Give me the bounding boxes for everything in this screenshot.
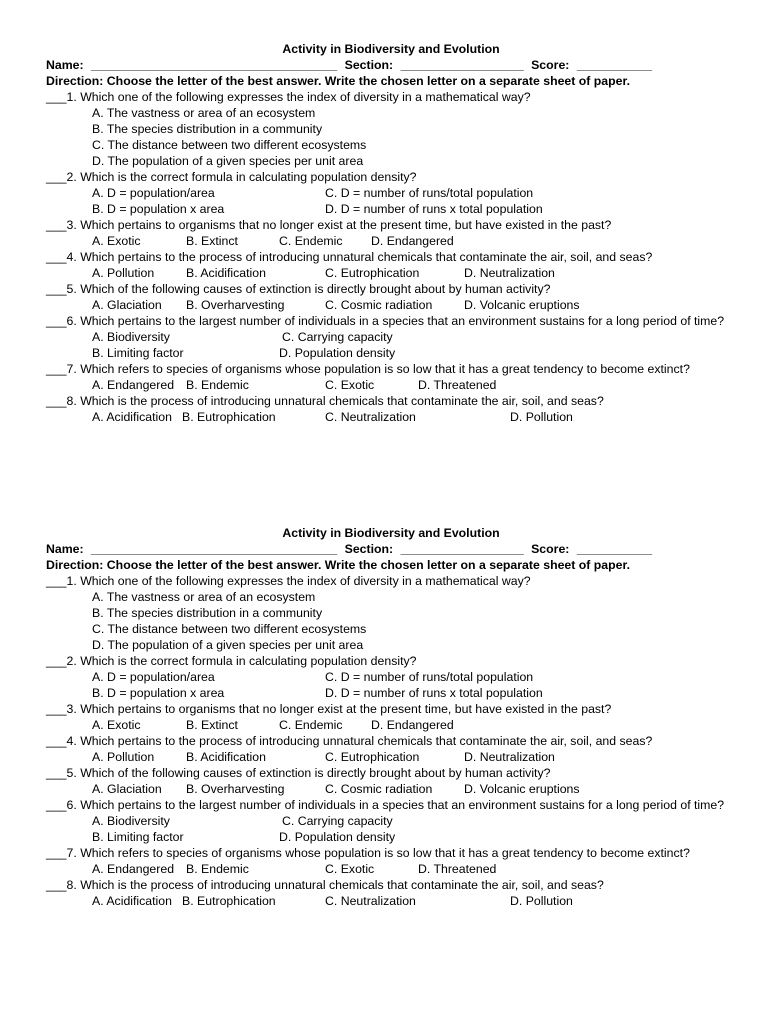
question-7 [46, 845, 736, 861]
option-b: B. Endemic [186, 378, 249, 392]
option-d: D. Endangered [371, 718, 454, 732]
answer-blank: ___ [46, 170, 67, 184]
answer-blank: ___ [46, 574, 67, 588]
option-b: B. Overharvesting [186, 298, 285, 312]
option-d: D. Pollution [510, 894, 573, 908]
option-c: C. D = number of runs/total population [325, 186, 534, 200]
option-c: C. D = number of runs/total population [325, 670, 534, 684]
section-label: Section: [344, 58, 394, 72]
option-c: C. Neutralization [325, 410, 416, 424]
question-5 [46, 281, 736, 297]
question-stem: 3. Which pertains to organisms that no longer exist at the present time, but have existed in the past? [66, 218, 612, 232]
option-c: C. Exotic [325, 862, 375, 876]
question-stem: 8. Which is the process of introducing unnatural chemicals that contaminate the air, soil, and seas? [66, 878, 604, 892]
direction-text: Direction: Choose the letter of the best answer. Write the chosen letter on a separate sheet of paper. [46, 74, 631, 88]
option-c: C. Exotic [325, 378, 375, 392]
score-label: Score: [531, 542, 570, 556]
question-8 [46, 877, 736, 893]
option-d: D. Population density [279, 346, 396, 360]
option-c: C. The distance between two different ecosystems [92, 138, 367, 152]
question-3 [46, 217, 736, 233]
option-d: D. Volcanic eruptions [464, 782, 580, 796]
option-a: A. Biodiversity [92, 330, 170, 344]
option-d: D. Neutralization [464, 750, 555, 764]
option-b: B. D = population x area [92, 686, 225, 700]
option-d: D. The population of a given species per unit area [92, 154, 364, 168]
option-b: B. Overharvesting [186, 782, 285, 796]
option-b: B. Eutrophication [182, 410, 276, 424]
option-d: D. Endangered [371, 234, 454, 248]
section-label: Section: [344, 542, 394, 556]
option-d: D. Volcanic eruptions [464, 298, 580, 312]
option-d: D. Pollution [510, 410, 573, 424]
answer-blank: ___ [46, 282, 67, 296]
student-info-row [46, 57, 736, 73]
option-a: A. Acidification [92, 894, 172, 908]
worksheet-copy-top [46, 41, 736, 425]
question-4 [46, 733, 736, 749]
option-b: B. Limiting factor [92, 830, 184, 844]
answer-blank: ___ [46, 218, 67, 232]
option-d: D. D = number of runs x total population [325, 202, 543, 216]
question-stem: 8. Which is the process of introducing unnatural chemicals that contaminate the air, soil, and seas? [66, 394, 604, 408]
question-2 [46, 653, 736, 669]
option-a: A. Glaciation [92, 782, 162, 796]
question-stem: 2. Which is the correct formula in calculating population density? [66, 654, 417, 668]
option-b: B. Acidification [186, 750, 266, 764]
answer-blank: ___ [46, 394, 67, 408]
question-stem: 1. Which one of the following expresses the index of diversity in a mathematical way? [66, 90, 531, 104]
worksheet-title: Activity in Biodiversity and Evolution [282, 526, 500, 540]
name-blank: ____________________________________ [91, 542, 338, 556]
option-d: D. Threatened [418, 378, 497, 392]
option-a: A. Exotic [92, 234, 141, 248]
section-blank: __________________ [400, 58, 524, 72]
question-7 [46, 361, 736, 377]
option-a: A. Biodiversity [92, 814, 170, 828]
answer-blank: ___ [46, 362, 67, 376]
option-c: C. Eutrophication [325, 750, 420, 764]
option-b: B. The species distribution in a community [92, 122, 323, 136]
option-b: B. The species distribution in a community [92, 606, 323, 620]
option-a: A. The vastness or area of an ecosystem [92, 106, 316, 120]
answer-blank: ___ [46, 90, 67, 104]
name-label: Name: [46, 542, 84, 556]
option-b: B. Extinct [186, 718, 238, 732]
answer-blank: ___ [46, 846, 67, 860]
option-a: A. Endangered [92, 862, 175, 876]
option-b: B. Eutrophication [182, 894, 276, 908]
option-b: B. Limiting factor [92, 346, 184, 360]
option-c: C. Eutrophication [325, 266, 420, 280]
question-stem: 7. Which refers to species of organisms whose population is so low that it has a great tendency to become extinct? [66, 846, 690, 860]
option-b: B. Acidification [186, 266, 266, 280]
question-2 [46, 169, 736, 185]
question-5 [46, 765, 736, 781]
answer-blank: ___ [46, 250, 67, 264]
option-c: C. Carrying capacity [282, 330, 393, 344]
option-c: C. Cosmic radiation [325, 298, 433, 312]
score-blank: ___________ [576, 58, 653, 72]
option-a: A. Pollution [92, 266, 155, 280]
option-b: B. D = population x area [92, 202, 225, 216]
question-stem: 5. Which of the following causes of extinction is directly brought about by human activity? [66, 766, 551, 780]
question-stem: 1. Which one of the following expresses the index of diversity in a mathematical way? [66, 574, 531, 588]
question-4 [46, 249, 736, 265]
option-c: C. Endemic [279, 718, 343, 732]
option-b: B. Endemic [186, 862, 249, 876]
question-8 [46, 393, 736, 409]
option-c: C. Endemic [279, 234, 343, 248]
option-d: D. Neutralization [464, 266, 555, 280]
answer-blank: ___ [46, 654, 67, 668]
option-a: A. Glaciation [92, 298, 162, 312]
question-6 [46, 313, 736, 329]
option-c: C. Carrying capacity [282, 814, 393, 828]
question-1 [46, 573, 736, 589]
option-a: A. Pollution [92, 750, 155, 764]
score-label: Score: [531, 58, 570, 72]
option-d: D. Threatened [418, 862, 497, 876]
score-blank: ___________ [576, 542, 653, 556]
option-a: A. The vastness or area of an ecosystem [92, 590, 316, 604]
option-c: C. Neutralization [325, 894, 416, 908]
student-info-row [46, 541, 736, 557]
answer-blank: ___ [46, 702, 67, 716]
option-b: B. Extinct [186, 234, 238, 248]
option-a: A. Endangered [92, 378, 175, 392]
option-d: D. D = number of runs x total population [325, 686, 543, 700]
answer-blank: ___ [46, 314, 67, 328]
option-a: A. D = population/area [92, 670, 215, 684]
option-d: D. Population density [279, 830, 396, 844]
question-stem: 6. Which pertains to the largest number of individuals in a species that an environment sustains for a long period of time? [66, 798, 725, 812]
answer-blank: ___ [46, 766, 67, 780]
question-stem: 5. Which of the following causes of extinction is directly brought about by human activity? [66, 282, 551, 296]
question-1 [46, 89, 736, 105]
question-stem: 6. Which pertains to the largest number of individuals in a species that an environment sustains for a long period of time? [66, 314, 725, 328]
section-blank: __________________ [400, 542, 524, 556]
question-stem: 4. Which pertains to the process of introducing unnatural chemicals that contaminate the air, soil, and seas? [66, 250, 653, 264]
name-label: Name: [46, 58, 84, 72]
option-d: D. The population of a given species per unit area [92, 638, 364, 652]
question-6 [46, 797, 736, 813]
worksheet-title: Activity in Biodiversity and Evolution [282, 42, 500, 56]
name-blank: ____________________________________ [91, 58, 338, 72]
worksheet-copy-bottom [46, 525, 736, 909]
question-stem: 2. Which is the correct formula in calculating population density? [66, 170, 417, 184]
question-stem: 7. Which refers to species of organisms whose population is so low that it has a great tendency to become extinct? [66, 362, 690, 376]
question-stem: 4. Which pertains to the process of introducing unnatural chemicals that contaminate the air, soil, and seas? [66, 734, 653, 748]
option-a: A. D = population/area [92, 186, 215, 200]
direction-text: Direction: Choose the letter of the best answer. Write the chosen letter on a separate sheet of paper. [46, 558, 631, 572]
option-c: C. Cosmic radiation [325, 782, 433, 796]
option-c: C. The distance between two different ecosystems [92, 622, 367, 636]
option-a: A. Exotic [92, 718, 141, 732]
answer-blank: ___ [46, 798, 67, 812]
question-3 [46, 701, 736, 717]
answer-blank: ___ [46, 878, 67, 892]
answer-blank: ___ [46, 734, 67, 748]
question-stem: 3. Which pertains to organisms that no longer exist at the present time, but have existed in the past? [66, 702, 612, 716]
option-a: A. Acidification [92, 410, 172, 424]
